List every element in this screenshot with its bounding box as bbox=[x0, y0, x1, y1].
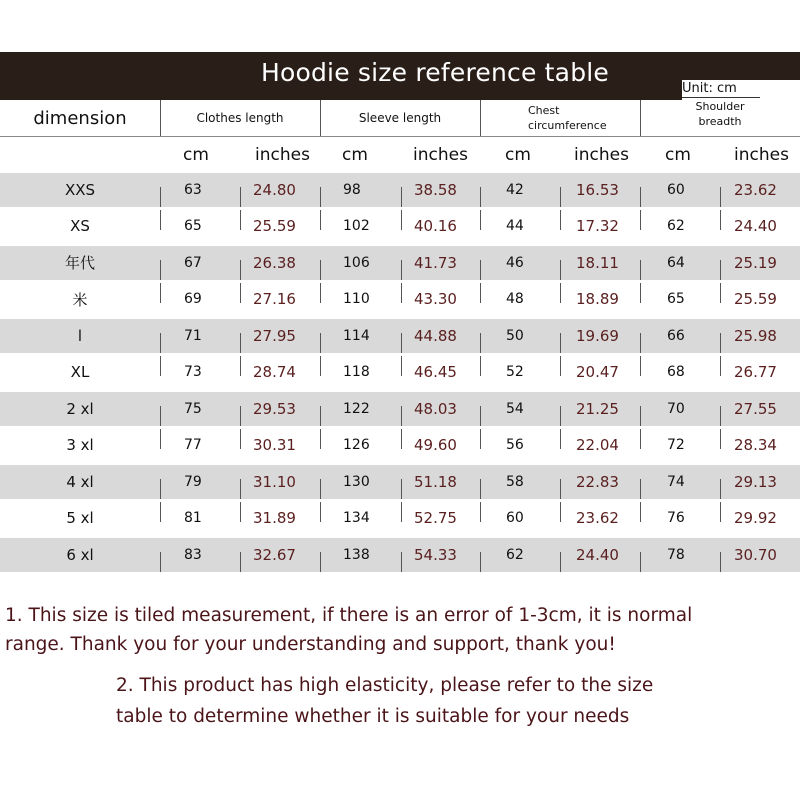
column-divider bbox=[560, 406, 561, 426]
chest-cm: 44 bbox=[506, 218, 524, 235]
chest-cm: 60 bbox=[506, 510, 524, 527]
clothes-length-cm: 65 bbox=[184, 218, 202, 235]
column-divider bbox=[160, 260, 161, 280]
column-divider bbox=[320, 210, 321, 230]
column-divider bbox=[401, 356, 402, 376]
chest-inches: 23.62 bbox=[576, 509, 619, 528]
column-divider bbox=[401, 260, 402, 280]
shoulder-cm: 78 bbox=[667, 546, 685, 563]
chest-cm: 58 bbox=[506, 473, 524, 490]
column-divider bbox=[720, 356, 721, 376]
column-divider bbox=[560, 552, 561, 572]
note-elasticity: 2. This product has high elasticity, please refer to the size table to determine whether it is suitable for your needs bbox=[116, 675, 654, 727]
shoulder-cm: 76 bbox=[667, 510, 685, 527]
column-divider bbox=[160, 502, 161, 522]
clothes-length-inches: 25.59 bbox=[253, 217, 296, 236]
sleeve-length-inches: 52.75 bbox=[414, 509, 457, 528]
unit-row bbox=[0, 138, 800, 172]
column-divider bbox=[480, 260, 481, 280]
header-clothes-length: Clothes length bbox=[196, 111, 284, 125]
column-divider bbox=[320, 333, 321, 353]
shoulder-inches: 29.92 bbox=[734, 509, 777, 528]
clothes-length-inches: 30.31 bbox=[253, 436, 296, 455]
column-divider bbox=[560, 260, 561, 280]
column-divider bbox=[720, 283, 721, 303]
column-divider bbox=[320, 260, 321, 280]
sleeve-length-cm: 122 bbox=[343, 400, 370, 417]
column-divider bbox=[401, 406, 402, 426]
sleeve-length-inches: 43.30 bbox=[414, 290, 457, 309]
column-divider bbox=[640, 260, 641, 280]
chest-cm: 42 bbox=[506, 181, 524, 198]
column-divider bbox=[240, 552, 241, 572]
sleeve-length-inches: 38.58 bbox=[414, 180, 457, 199]
header-dimension: dimension bbox=[33, 107, 127, 129]
header-chest: Chest circumference bbox=[528, 104, 607, 132]
column-divider bbox=[560, 187, 561, 207]
sleeve-length-inches: 49.60 bbox=[414, 436, 457, 455]
sleeve-length-inches: 54.33 bbox=[414, 545, 457, 564]
table-row bbox=[0, 429, 800, 463]
column-divider bbox=[560, 333, 561, 353]
size-label: 3 xl bbox=[66, 436, 94, 455]
column-divider bbox=[640, 479, 641, 499]
column-divider bbox=[401, 187, 402, 207]
clothes-length-inches: 28.74 bbox=[253, 363, 296, 382]
column-divider bbox=[401, 210, 402, 230]
shoulder-inches: 29.13 bbox=[734, 472, 777, 491]
column-divider bbox=[720, 333, 721, 353]
column-divider bbox=[480, 502, 481, 522]
sleeve-length-inches: 41.73 bbox=[414, 253, 457, 272]
column-divider bbox=[320, 283, 321, 303]
column-divider bbox=[480, 429, 481, 449]
column-divider bbox=[640, 552, 641, 572]
sleeve-length-inches: 51.18 bbox=[414, 472, 457, 491]
column-divider bbox=[160, 356, 161, 376]
table-row bbox=[0, 246, 800, 280]
chest-cm: 56 bbox=[506, 437, 524, 454]
clothes-length-inches: 31.89 bbox=[253, 509, 296, 528]
table-row bbox=[0, 283, 800, 317]
column-divider bbox=[480, 552, 481, 572]
column-divider bbox=[240, 406, 241, 426]
clothes-length-inches: 32.67 bbox=[253, 545, 296, 564]
sleeve-length-cm: 98 bbox=[343, 181, 361, 198]
column-divider bbox=[480, 333, 481, 353]
sleeve-length-cm: 130 bbox=[343, 473, 370, 490]
table-row bbox=[0, 465, 800, 499]
clothes-length-cm: 83 bbox=[184, 546, 202, 563]
column-divider bbox=[640, 502, 641, 522]
sleeve-length-inches: 40.16 bbox=[414, 217, 457, 236]
column-divider bbox=[401, 283, 402, 303]
chest-inches: 19.69 bbox=[576, 326, 619, 345]
header-divider bbox=[640, 100, 641, 136]
shoulder-cm: 68 bbox=[667, 364, 685, 381]
shoulder-cm: 66 bbox=[667, 327, 685, 344]
chest-inches: 21.25 bbox=[576, 399, 619, 418]
shoulder-inches: 28.34 bbox=[734, 436, 777, 455]
unit-label: Unit: cm bbox=[682, 80, 800, 102]
column-divider bbox=[560, 210, 561, 230]
header-shoulder: Shoulder breadth bbox=[695, 100, 745, 128]
chest-inches: 20.47 bbox=[576, 363, 619, 382]
shoulder-inches: 23.62 bbox=[734, 180, 777, 199]
header-sleeve-length: Sleeve length bbox=[358, 111, 442, 125]
size-label: XS bbox=[70, 217, 90, 236]
clothes-length-cm: 63 bbox=[184, 181, 202, 198]
sleeve-length-inches: 46.45 bbox=[414, 363, 457, 382]
column-divider bbox=[401, 552, 402, 572]
column-divider bbox=[640, 356, 641, 376]
size-label: 5 xl bbox=[66, 509, 94, 528]
sleeve-length-inches: 44.88 bbox=[414, 326, 457, 345]
clothes-length-cm: 71 bbox=[184, 327, 202, 344]
sleeve-length-cm: 106 bbox=[343, 254, 370, 271]
column-divider bbox=[480, 187, 481, 207]
column-divider bbox=[480, 283, 481, 303]
column-divider bbox=[240, 429, 241, 449]
column-divider bbox=[720, 406, 721, 426]
size-label: XXS bbox=[64, 180, 96, 199]
clothes-length-cm: 81 bbox=[184, 510, 202, 527]
clothes-length-inches: 27.95 bbox=[253, 326, 296, 345]
clothes-length-cm: 79 bbox=[184, 473, 202, 490]
chest-inches: 22.04 bbox=[576, 436, 619, 455]
column-divider bbox=[560, 479, 561, 499]
column-divider bbox=[401, 429, 402, 449]
column-divider bbox=[480, 479, 481, 499]
table-title: Hoodie size reference table bbox=[261, 58, 609, 87]
shoulder-cm: 74 bbox=[667, 473, 685, 490]
clothes-length-inches: 31.10 bbox=[253, 472, 296, 491]
chest-inches: 24.40 bbox=[576, 545, 619, 564]
sleeve-length-cm: 134 bbox=[343, 510, 370, 527]
column-divider bbox=[560, 283, 561, 303]
column-divider bbox=[640, 283, 641, 303]
clothes-length-cm: 77 bbox=[184, 437, 202, 454]
column-divider bbox=[720, 260, 721, 280]
table-row bbox=[0, 356, 800, 390]
chest-inches: 18.11 bbox=[576, 253, 619, 272]
column-divider bbox=[320, 502, 321, 522]
column-divider bbox=[160, 479, 161, 499]
chest-inches: 22.83 bbox=[576, 472, 619, 491]
column-divider bbox=[160, 283, 161, 303]
column-divider bbox=[480, 356, 481, 376]
shoulder-inches: 25.98 bbox=[734, 326, 777, 345]
unit-inches: inches bbox=[734, 145, 789, 165]
unit-inches: inches bbox=[574, 145, 629, 165]
column-divider bbox=[240, 502, 241, 522]
size-label: 年代 bbox=[64, 254, 95, 273]
clothes-length-inches: 26.38 bbox=[253, 253, 296, 272]
table-row bbox=[0, 538, 800, 572]
shoulder-cm: 64 bbox=[667, 254, 685, 271]
column-divider bbox=[560, 502, 561, 522]
table-row bbox=[0, 210, 800, 244]
clothes-length-cm: 73 bbox=[184, 364, 202, 381]
clothes-length-inches: 24.80 bbox=[253, 180, 296, 199]
chest-cm: 54 bbox=[506, 400, 524, 417]
unit-inches: inches bbox=[413, 145, 468, 165]
column-divider bbox=[720, 479, 721, 499]
column-divider bbox=[640, 406, 641, 426]
size-label: 6 xl bbox=[66, 545, 94, 564]
shoulder-cm: 72 bbox=[667, 437, 685, 454]
size-label: 4 xl bbox=[66, 472, 94, 491]
clothes-length-cm: 67 bbox=[184, 254, 202, 271]
sleeve-length-inches: 48.03 bbox=[414, 399, 457, 418]
shoulder-cm: 70 bbox=[667, 400, 685, 417]
clothes-length-inches: 27.16 bbox=[253, 290, 296, 309]
column-divider bbox=[480, 210, 481, 230]
column-divider bbox=[320, 406, 321, 426]
column-divider bbox=[160, 333, 161, 353]
column-divider bbox=[640, 333, 641, 353]
table-row bbox=[0, 502, 800, 536]
header-bottom-rule bbox=[0, 136, 800, 137]
column-divider bbox=[720, 552, 721, 572]
shoulder-inches: 24.40 bbox=[734, 217, 777, 236]
unit-inches: inches bbox=[255, 145, 310, 165]
size-label: XL bbox=[70, 363, 90, 382]
note-tiled-measurement: 1. This size is tiled measurement, if there is an error of 1-3cm, it is normal range. Thank you for your understanding and support, thank you! bbox=[5, 605, 693, 655]
column-divider bbox=[240, 356, 241, 376]
column-divider bbox=[240, 333, 241, 353]
chest-cm: 52 bbox=[506, 364, 524, 381]
column-divider bbox=[401, 479, 402, 499]
column-divider bbox=[240, 210, 241, 230]
clothes-length-cm: 69 bbox=[184, 291, 202, 308]
column-divider bbox=[401, 333, 402, 353]
chest-cm: 62 bbox=[506, 546, 524, 563]
chest-cm: 50 bbox=[506, 327, 524, 344]
shoulder-cm: 65 bbox=[667, 291, 685, 308]
column-divider bbox=[720, 502, 721, 522]
table-row bbox=[0, 319, 800, 353]
column-divider bbox=[240, 479, 241, 499]
chest-inches: 17.32 bbox=[576, 217, 619, 236]
column-divider bbox=[240, 283, 241, 303]
column-divider bbox=[320, 552, 321, 572]
unit-cm: cm bbox=[342, 145, 368, 165]
column-divider bbox=[320, 479, 321, 499]
chest-inches: 16.53 bbox=[576, 180, 619, 199]
shoulder-inches: 25.59 bbox=[734, 290, 777, 309]
column-divider bbox=[560, 429, 561, 449]
table-row bbox=[0, 173, 800, 207]
unit-cm: cm bbox=[505, 145, 531, 165]
sleeve-length-cm: 102 bbox=[343, 218, 370, 235]
column-divider bbox=[160, 429, 161, 449]
sleeve-length-cm: 118 bbox=[343, 364, 370, 381]
table-row bbox=[0, 392, 800, 426]
column-divider bbox=[480, 406, 481, 426]
sleeve-length-cm: 114 bbox=[343, 327, 370, 344]
chest-inches: 18.89 bbox=[576, 290, 619, 309]
column-divider bbox=[640, 210, 641, 230]
column-divider bbox=[320, 187, 321, 207]
column-divider bbox=[640, 429, 641, 449]
sleeve-length-cm: 126 bbox=[343, 437, 370, 454]
shoulder-inches: 27.55 bbox=[734, 399, 777, 418]
shoulder-cm: 62 bbox=[667, 218, 685, 235]
column-divider bbox=[240, 187, 241, 207]
header-divider bbox=[480, 100, 481, 136]
column-divider bbox=[720, 187, 721, 207]
column-divider bbox=[160, 406, 161, 426]
shoulder-inches: 25.19 bbox=[734, 253, 777, 272]
chest-cm: 48 bbox=[506, 291, 524, 308]
column-divider bbox=[720, 210, 721, 230]
column-divider bbox=[720, 429, 721, 449]
column-divider bbox=[640, 187, 641, 207]
shoulder-cm: 60 bbox=[667, 181, 685, 198]
clothes-length-inches: 29.53 bbox=[253, 399, 296, 418]
chest-cm: 46 bbox=[506, 254, 524, 271]
column-divider bbox=[320, 356, 321, 376]
column-divider bbox=[240, 260, 241, 280]
column-divider bbox=[320, 429, 321, 449]
column-divider bbox=[160, 552, 161, 572]
sleeve-length-cm: 138 bbox=[343, 546, 370, 563]
shoulder-inches: 30.70 bbox=[734, 545, 777, 564]
column-divider bbox=[160, 210, 161, 230]
sleeve-length-cm: 110 bbox=[343, 291, 370, 308]
clothes-length-cm: 75 bbox=[184, 400, 202, 417]
column-divider bbox=[160, 187, 161, 207]
shoulder-inches: 26.77 bbox=[734, 363, 777, 382]
column-divider bbox=[560, 356, 561, 376]
unit-cm: cm bbox=[183, 145, 209, 165]
unit-cm: cm bbox=[665, 145, 691, 165]
size-label: l bbox=[77, 326, 83, 345]
size-label: 米 bbox=[72, 290, 88, 309]
size-label: 2 xl bbox=[66, 399, 94, 418]
column-divider bbox=[401, 502, 402, 522]
